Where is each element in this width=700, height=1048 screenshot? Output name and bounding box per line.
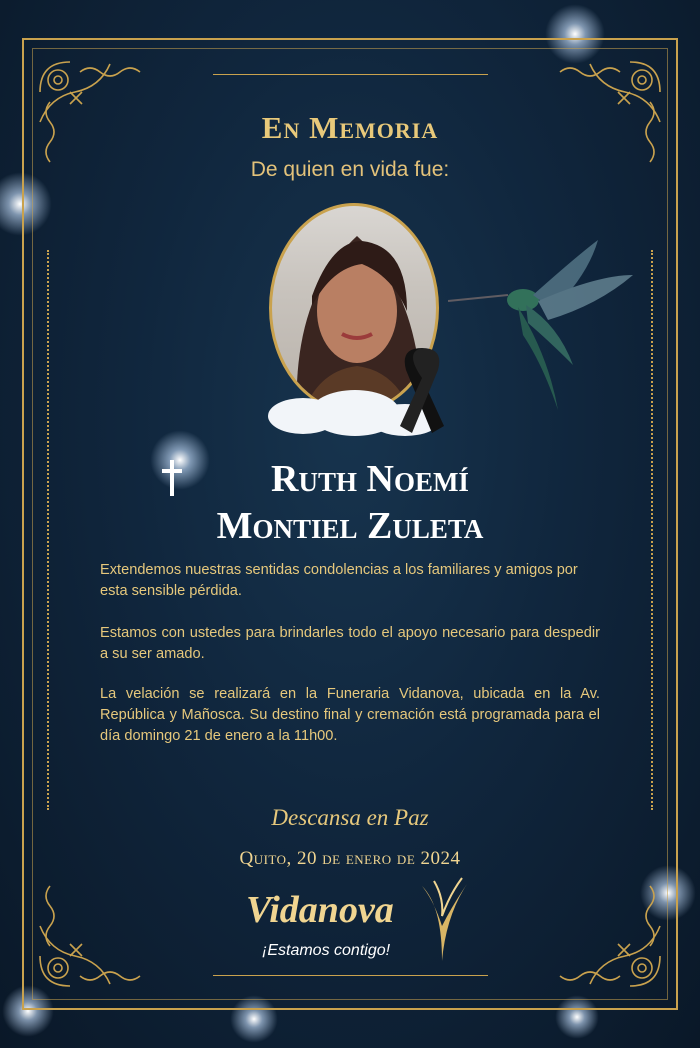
support-paragraph: Estamos con ustedes para brindarles todo el apoyo necesario para despedir a su ser amado. [100,625,600,662]
brand-name: Vidanova [246,889,394,931]
page-title: En Memoria [261,110,439,145]
ornament-corner-icon [30,866,160,996]
bottom-divider [213,975,488,976]
service-details-paragraph: La velación se realizará en la Funeraria Vidanova, ubicada en la Av. República y Mañosca. Su destino final y cremación está programada para el día domingo 21 de enero a la 11h00. [100,686,600,744]
deceased-name-line2: Montiel Zuleta [216,505,484,547]
deceased-name-line1: Ruth Noemí [271,458,469,500]
brand-logo-icon [412,876,472,966]
rest-in-peace-text: Descansa en Paz [271,805,429,830]
ornament-corner-icon [540,866,670,996]
brand-tagline: ¡Estamos contigo! [262,942,391,959]
mourning-ribbon-icon [392,338,452,438]
condolence-paragraph: Extendemos nuestras sentidas condolencias a los familiares y amigos por esta sensible pérdida. [100,562,578,599]
subtitle: De quien en vida fue: [250,158,450,181]
place-date: Quito, 20 de enero de 2024 [239,848,461,869]
top-divider [213,74,488,75]
hummingbird-icon [448,235,638,415]
